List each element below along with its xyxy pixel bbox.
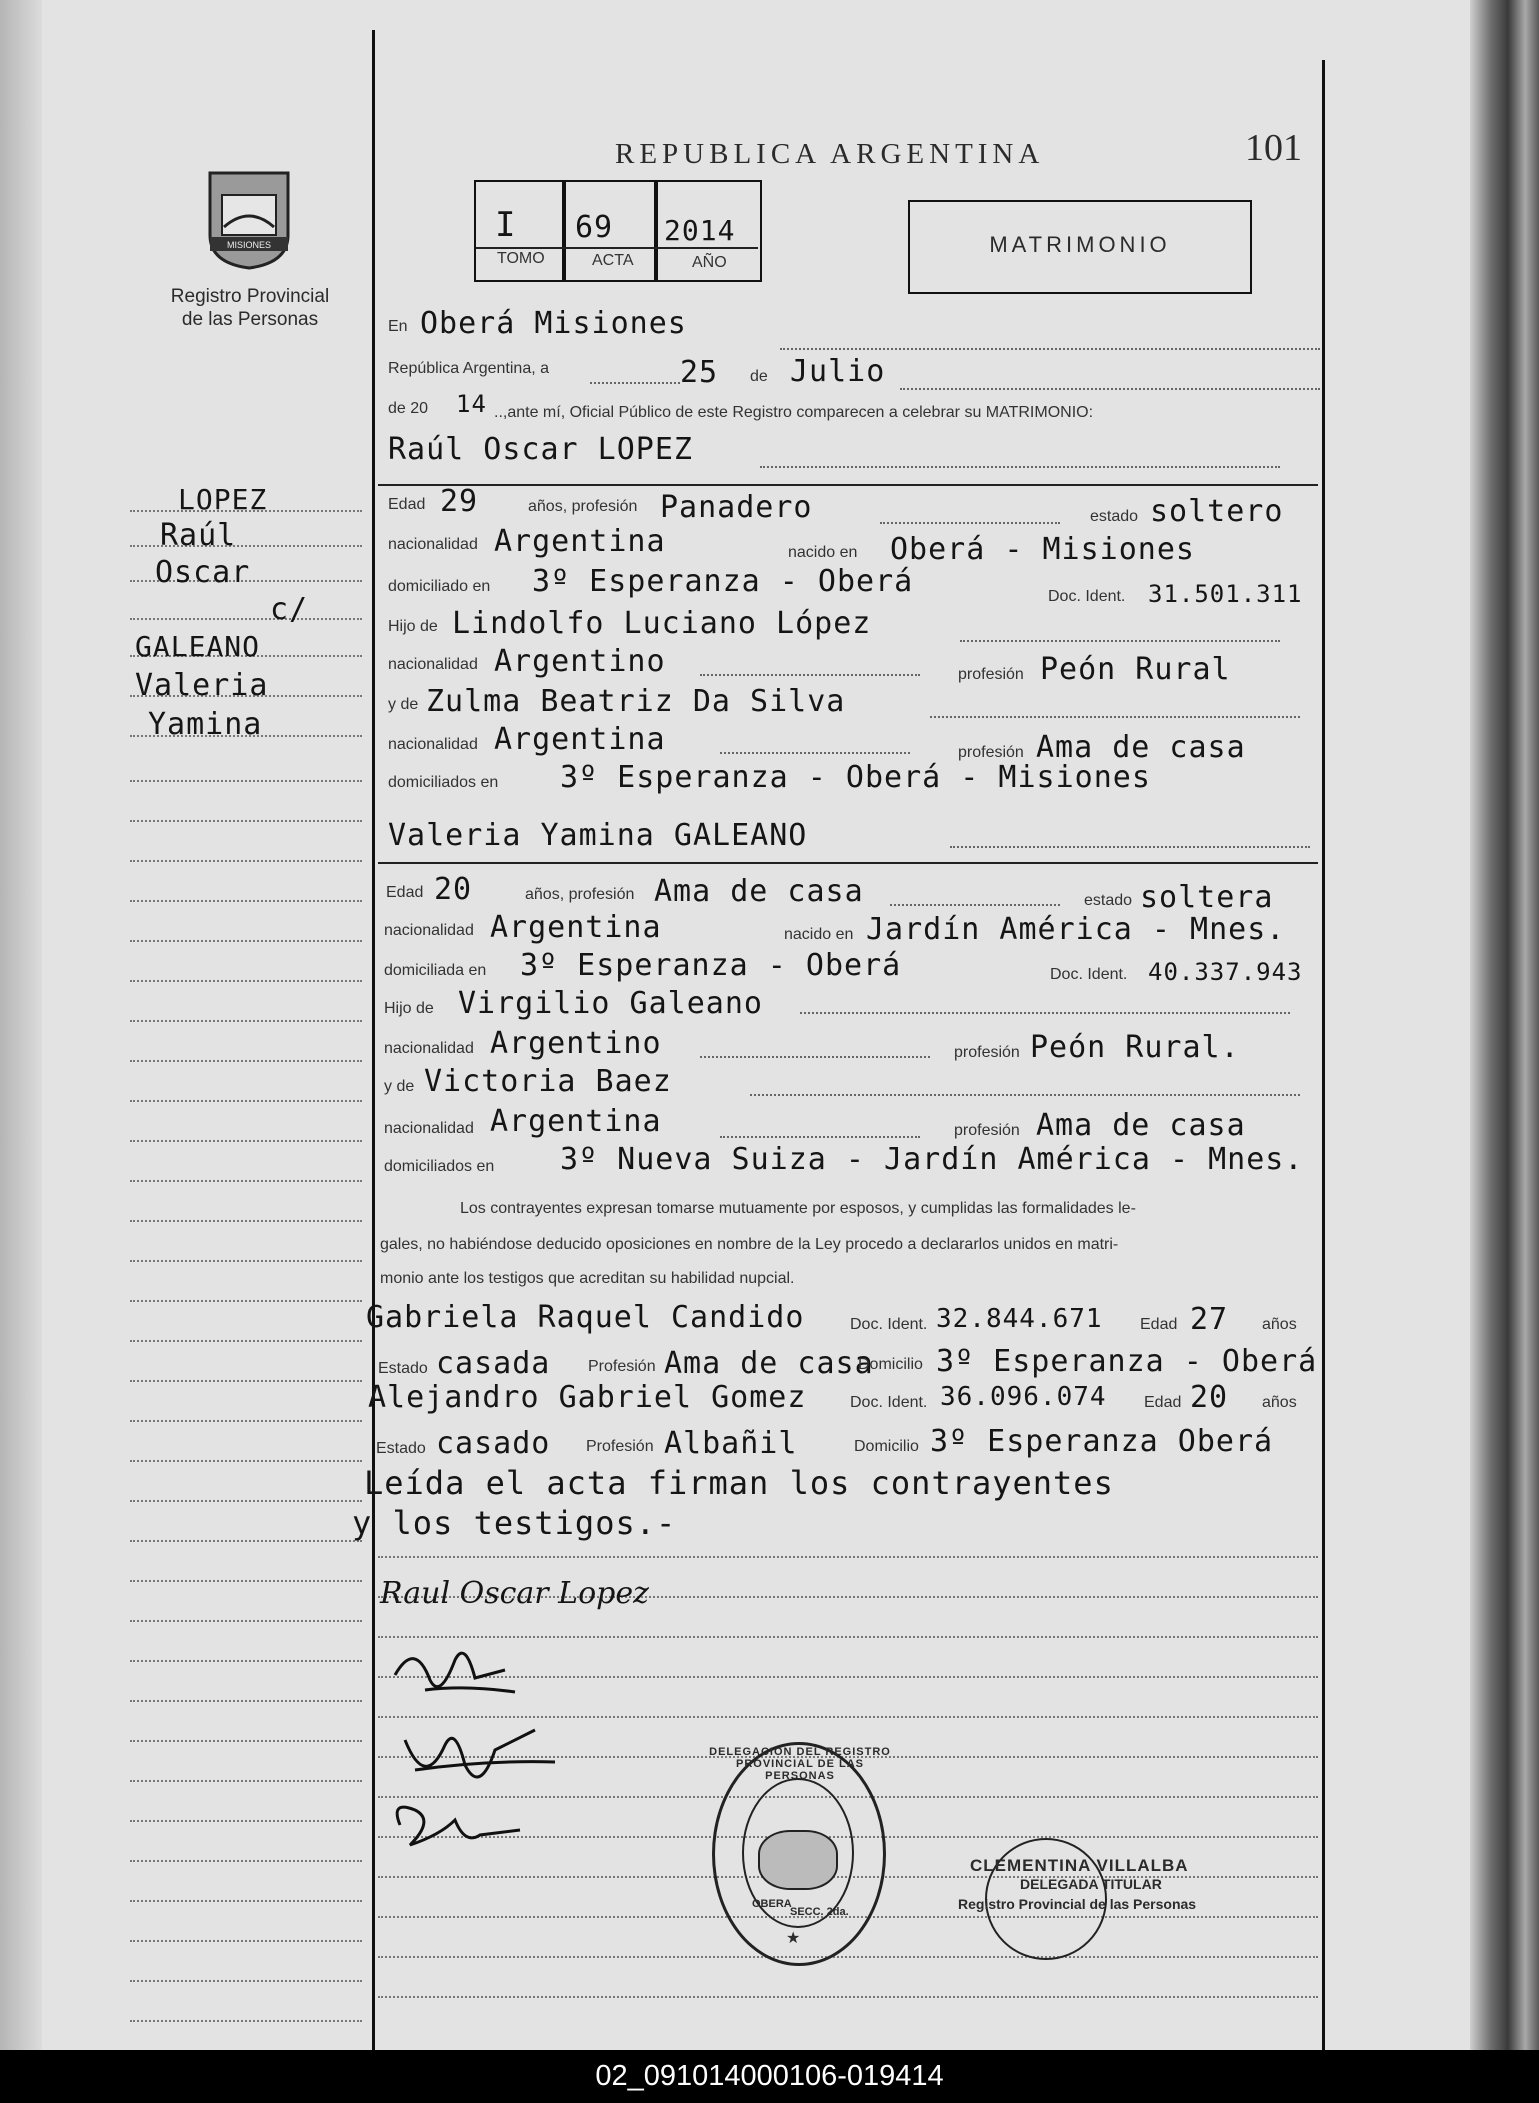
de20-label: de 20 (388, 400, 429, 417)
groom-profession: Panadero (660, 490, 813, 525)
bride-father-profesion-label: profesión (954, 1044, 1020, 1061)
margin-rule (372, 30, 375, 2050)
bride-father-profession: Peón Rural. (1030, 1030, 1240, 1065)
bride-doc-label: Doc. Ident. (1050, 966, 1128, 983)
witness1-edad-label: Edad (1140, 1316, 1178, 1333)
registry-name-line1: Registro Provincial (170, 286, 330, 307)
de-label: de (750, 368, 768, 385)
margin-name4: Yamina (148, 707, 263, 742)
witness1-estado-label: Estado (378, 1360, 428, 1377)
seal-star-icon: ★ (786, 1930, 801, 1947)
groom-mother-profesion-label: profesión (958, 744, 1024, 761)
groom-mother-nationality: Argentina (494, 722, 666, 757)
bride-mother: Victoria Baez (424, 1064, 672, 1099)
witness1-profesion-label: Profesión (588, 1358, 656, 1375)
witness2-domicilio-label: Domicilio (854, 1438, 919, 1455)
groom-mother-profession: Ama de casa (1036, 730, 1246, 765)
image-code-footer: 02_091014000106-019414 (0, 2050, 1539, 2103)
right-rule (1322, 60, 1325, 2050)
country-heading: REPUBLICA ARGENTINA (615, 138, 1045, 170)
witness2-anos-label: años (1262, 1394, 1297, 1411)
round-seal-place: OBERA (752, 1898, 792, 1910)
registry-name-line2: de las Personas (181, 309, 319, 330)
tomo-label: TOMO (497, 250, 545, 267)
month-value: Julio (790, 354, 886, 389)
groom-age: 29 (440, 484, 479, 519)
witness1-name: Gabriela Raquel Candido (366, 1300, 805, 1335)
bride-edad-label: Edad (386, 884, 424, 901)
groom-father-nationality: Argentino (494, 644, 666, 679)
official-registry: Registro Provincial de las Personas (958, 1896, 1197, 1912)
witness2-profession: Albañil (664, 1426, 798, 1461)
bride-profession: Ama de casa (654, 874, 864, 909)
declaration-line2: gales, no habiéndose deducido oposiciones en nombre de la Ley procedo a declararlos unidos en matri- (380, 1236, 1119, 1253)
bride-mother-profession: Ama de casa (1036, 1108, 1246, 1143)
groom-father-nationality-label: nacionalidad (388, 656, 478, 673)
bride-yde-label: y de (384, 1078, 415, 1095)
witness2-signature-icon (380, 1790, 530, 1870)
day-value: 25 (680, 355, 719, 390)
groom-address: 3º Esperanza - Oberá (532, 564, 914, 599)
margin-surname-groom: LOPEZ (178, 483, 268, 516)
groom-mother-nationality-label: nacionalidad (388, 736, 478, 753)
anio-value: 2014 (664, 214, 736, 247)
witness1-doc-label: Doc. Ident. (850, 1316, 928, 1333)
year-suffix: 14 (456, 390, 487, 418)
bride-father-nationality-label: nacionalidad (384, 1040, 474, 1057)
page-number: 101 (1245, 127, 1302, 169)
seal-label: MISIONES (226, 240, 271, 250)
witness2-profesion-label: Profesión (586, 1438, 654, 1455)
seal-shield-icon (758, 1830, 838, 1890)
bride-mother-nationality: Argentina (490, 1104, 662, 1139)
bride-mother-profesion-label: profesión (954, 1122, 1020, 1139)
margin-surname-bride: GALEANO (135, 630, 261, 663)
groom-anos-profesion-label: años, profesión (528, 498, 638, 515)
groom-doc-label: Doc. Ident. (1048, 588, 1126, 605)
groom-nacionalidad-label: nacionalidad (388, 536, 478, 553)
groom-domiciliado-label: domiciliado en (388, 578, 491, 595)
margin-name3: Valeria (135, 668, 269, 703)
groom-edad-label: Edad (388, 496, 426, 513)
official-title: DELEGADA TITULAR (1020, 1876, 1162, 1892)
groom-estado-label: estado (1090, 508, 1139, 525)
bride-address: 3º Esperanza - Oberá (520, 948, 902, 983)
groom-yde-label: y de (388, 696, 419, 713)
round-seal-section: SECC. 2da. (790, 1906, 849, 1918)
place-value: Oberá Misiones (420, 306, 687, 341)
bride-age: 20 (434, 872, 473, 907)
anio-label: AÑO (692, 254, 727, 271)
groom-father: Lindolfo Luciano López (452, 606, 872, 641)
misiones-seal-icon (200, 165, 298, 270)
groom-name: Raúl Oscar LOPEZ (388, 432, 693, 467)
groom-father-profession: Peón Rural (1040, 652, 1231, 687)
groom-doc: 31.501.311 (1148, 580, 1303, 608)
bride-anos-profesion-label: años, profesión (525, 886, 635, 903)
witness2-address: 3º Esperanza Oberá (930, 1424, 1274, 1459)
bride-nationality: Argentina (490, 910, 662, 945)
witness1-doc: 32.844.671 (936, 1304, 1103, 1334)
bride-father-nationality: Argentino (490, 1026, 662, 1061)
acta-value: 69 (575, 210, 614, 245)
republica-label: República Argentina, a (388, 360, 549, 377)
groom-hijo-label: Hijo de (388, 618, 438, 635)
bride-hijo-label: Hijo de (384, 1000, 434, 1017)
groom-signature: Raul Oscar Lopez (380, 1576, 649, 1611)
margin-name1: Raúl (160, 518, 237, 553)
round-seal-text: DELEGACION DEL REGISTRO PROVINCIAL DE LAS PERSONAS (709, 1746, 891, 1782)
bride-civil-status: soltera (1140, 880, 1274, 915)
page-left-edge (0, 0, 42, 2050)
witness1-profession: Ama de casa (664, 1346, 874, 1381)
groom-parents-address: 3º Esperanza - Oberá - Misiones (560, 760, 1151, 795)
bride-domiciliados-label: domiciliados en (384, 1158, 495, 1175)
witness2-edad-label: Edad (1144, 1394, 1182, 1411)
margin-name2: Oscar (155, 555, 251, 590)
en-label: En (388, 318, 408, 335)
closing-line1: Leída el acta firman los contrayentes (364, 1464, 1114, 1502)
witness2-doc-label: Doc. Ident. (850, 1394, 928, 1411)
bride-birthplace: Jardín América - Mnes. (866, 912, 1286, 947)
witness1-domicilio-label: Domicilio (858, 1356, 923, 1373)
witness1-anos-label: años (1262, 1316, 1297, 1333)
groom-civil-status: soltero (1150, 494, 1284, 529)
declaration-line3: monio ante los testigos que acreditan su habilidad nupcial. (380, 1270, 795, 1287)
closing-line2: y los testigos.- (352, 1504, 677, 1542)
bride-signature-icon (385, 1630, 535, 1715)
tomo-value: I (495, 205, 517, 245)
bride-nacionalidad-label: nacionalidad (384, 922, 474, 939)
witness2-estado-label: Estado (376, 1440, 426, 1457)
bride-estado-label: estado (1084, 892, 1133, 909)
witness2-doc: 36.096.074 (940, 1382, 1107, 1412)
bride-doc: 40.337.943 (1148, 958, 1303, 986)
ante-text: ..,ante mí, Oficial Público de este Registro comparecen a celebrar su MATRIMONIO: (494, 404, 1094, 421)
bride-nacido-label: nacido en (784, 926, 854, 943)
bride-mother-nationality-label: nacionalidad (384, 1120, 474, 1137)
official-name: CLEMENTINA VILLALBA (970, 1856, 1189, 1875)
document-type: MATRIMONIO (989, 232, 1171, 257)
witness2-name: Alejandro Gabriel Gomez (368, 1380, 807, 1415)
groom-nacido-label: nacido en (788, 544, 858, 561)
groom-birthplace: Oberá - Misiones (890, 532, 1195, 567)
groom-mother: Zulma Beatriz Da Silva (426, 684, 846, 719)
witness2-civil-status: casado (436, 1426, 551, 1461)
bride-parents-address: 3º Nueva Suiza - Jardín América - Mnes. (560, 1142, 1304, 1177)
groom-father-profesion-label: profesión (958, 666, 1024, 683)
margin-connector: c/ (270, 592, 309, 627)
acta-label: ACTA (592, 252, 634, 269)
witness1-address: 3º Esperanza - Oberá (936, 1344, 1318, 1379)
bride-father: Virgilio Galeano (458, 986, 763, 1021)
witness1-civil-status: casada (436, 1346, 551, 1381)
book-spine (1470, 0, 1539, 2050)
witness2-age: 20 (1190, 1380, 1229, 1415)
groom-nationality: Argentina (494, 524, 666, 559)
groom-domiciliados-label: domiciliados en (388, 774, 499, 791)
witness1-age: 27 (1190, 1302, 1229, 1337)
declaration-line1: Los contrayentes expresan tomarse mutuamente por esposos, y cumplidas las formalidades le- (460, 1200, 1136, 1217)
bride-domiciliada-label: domiciliada en (384, 962, 487, 979)
bride-name: Valeria Yamina GALEANO (388, 818, 808, 853)
